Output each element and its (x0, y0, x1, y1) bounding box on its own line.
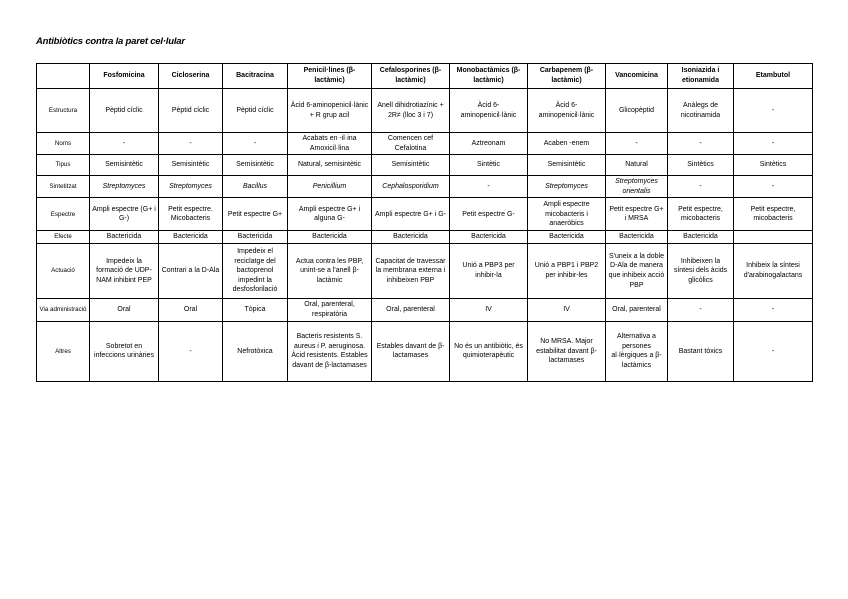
table-cell: Oral, parenteral, respiratòria (288, 298, 372, 321)
table-cell: Acaben -enem (528, 133, 606, 155)
table-cell: Semisintètic (372, 155, 450, 176)
table-cell: Petit espectre G+ (223, 198, 288, 231)
table-cell: - (668, 298, 734, 321)
table-cell: - (734, 298, 813, 321)
table-cell: - (159, 133, 223, 155)
table-cell: - (606, 133, 668, 155)
table-cell (734, 231, 813, 244)
row-label: Estructura (37, 89, 90, 133)
table-cell: - (734, 133, 813, 155)
table-cell: Nefrotòxica (223, 321, 288, 381)
table-cell: Oral, parenteral (372, 298, 450, 321)
table-cell: Semisintètic (159, 155, 223, 176)
table-cell: Streptomyces (159, 176, 223, 198)
table-cell: Anàlegs de nicotinamida (668, 89, 734, 133)
table-cell: IV (450, 298, 528, 321)
table-cell: Impedeix el reciclatge del bactoprenol impedint la desfosforilació (223, 243, 288, 298)
table-cell: Àcid 6-aminopenicil·lànic (450, 89, 528, 133)
table-cell: Actua contra les PBP, unint-se a l'anell β-lactàmic (288, 243, 372, 298)
table-cell: - (90, 133, 159, 155)
table-row (37, 133, 813, 155)
table-cell: Àcid 6-aminopenicil·lànic (528, 89, 606, 133)
table-cell: Bactericida (372, 231, 450, 244)
table-cell: Bastant tòxics (668, 321, 734, 381)
table-cell: Streptomyces (528, 176, 606, 198)
row-label: Tipus (37, 155, 90, 176)
table-cell: Anell dihidrotiazínic + 2R≠ (lloc 3 i 7) (372, 89, 450, 133)
table-cell: Unió a PBP3 per inhibir-la (450, 243, 528, 298)
header-cell: Cicloserina (159, 64, 223, 89)
row-label: Efecte (37, 231, 90, 244)
table-cell: Pèptid cíclic (90, 89, 159, 133)
table-cell: Unió a PBP1 i PBP2 per inhibir-les (528, 243, 606, 298)
table-cell: Semisintètic (528, 155, 606, 176)
table-cell: Petit espectre, micobacteris (668, 198, 734, 231)
header-cell: Monobactàmics (β-lactàmic) (450, 64, 528, 89)
row-label: Via administració (37, 298, 90, 321)
table-cell: Bactericida (288, 231, 372, 244)
table-cell: Petit espectre, micobacteris (734, 198, 813, 231)
table-cell: Sintètic (450, 155, 528, 176)
table-cell: No MRSA. Major estabilitat davant β-lactamases (528, 321, 606, 381)
table-cell: Semisintètic (90, 155, 159, 176)
header-cell: Etambutol (734, 64, 813, 89)
table-cell: - (223, 133, 288, 155)
table-cell: Ampli espectre G+ i G- (372, 198, 450, 231)
table-cell: IV (528, 298, 606, 321)
table-cell: - (668, 133, 734, 155)
table-cell: Bacteris resistents S. aureus i P. aeruginosa. Àcid resistents. Estables davant de β-lactamases (288, 321, 372, 381)
header-cell (37, 64, 90, 89)
header-cell: Fosfomicina (90, 64, 159, 89)
table-cell: Aztreonam (450, 133, 528, 155)
table-cell: Petit espectre. Micobacteris (159, 198, 223, 231)
table-cell: - (159, 321, 223, 381)
table-cell: Sintètics (668, 155, 734, 176)
table-cell: Oral, parenteral (606, 298, 668, 321)
table-cell: Pèptid cíclic (223, 89, 288, 133)
table-cell: Petit espectre G- (450, 198, 528, 231)
table-cell: - (734, 321, 813, 381)
header-cell: Carbapenem (β-lactàmic) (528, 64, 606, 89)
table-cell: Bactericida (668, 231, 734, 244)
table-cell: Estables davant de β-lactamases (372, 321, 450, 381)
table-cell: Bactericida (450, 231, 528, 244)
table-cell: Capacitat de travessar la membrana externa i inhibeixen PBP (372, 243, 450, 298)
table-cell: No és un antibiòtic, és quimioterapèutic (450, 321, 528, 381)
table-cell: Inhibeixen la síntesi dels àcids glicòlics (668, 243, 734, 298)
header-cell: Penicil·lines (β-lactàmic) (288, 64, 372, 89)
row-label: Altres (37, 321, 90, 381)
table-cell: Streptomyces orientalis (606, 176, 668, 198)
table-cell: Impedeix la formació de UDP-NAM inhibint PEP (90, 243, 159, 298)
table-cell: Bacillus (223, 176, 288, 198)
table-cell: Acabats en -il·ina Amoxicil·lina (288, 133, 372, 155)
table-cell: Bactericida (606, 231, 668, 244)
table-cell: Ampli espectre (G+ i G-) (90, 198, 159, 231)
table-cell: Penicillium (288, 176, 372, 198)
table-cell: Petit espectre G+ i MRSA (606, 198, 668, 231)
header-cell: Cefalosporines (β-lactàmic) (372, 64, 450, 89)
header-cell: Vancomicina (606, 64, 668, 89)
table-cell: Contrari a la D-Ala (159, 243, 223, 298)
row-label: Noms (37, 133, 90, 155)
table-cell: - (734, 176, 813, 198)
table-cell: Semisintètic (223, 155, 288, 176)
table-row (37, 176, 813, 198)
table-row (37, 155, 813, 176)
table-cell: Bactericida (90, 231, 159, 244)
antibiotics-table (36, 63, 813, 382)
table-cell: Bactericida (528, 231, 606, 244)
table-cell: Ampli espectre micobacteris i anaeròbics (528, 198, 606, 231)
table-cell: Sintètics (734, 155, 813, 176)
table-cell: Glicopèptid (606, 89, 668, 133)
page-title: Antibiòtics contra la paret cel·lular (36, 36, 185, 47)
table-row (37, 321, 813, 381)
table-cell: Streptomyces (90, 176, 159, 198)
table-cell: Comencen cef Cefalotina (372, 133, 450, 155)
table-row (37, 298, 813, 321)
table-row (37, 198, 813, 231)
row-label: Espectre (37, 198, 90, 231)
table-cell: Bactericida (159, 231, 223, 244)
table-cell: Sobretot en infeccions urinàries (90, 321, 159, 381)
table-cell: Natural (606, 155, 668, 176)
table-cell: Bactericida (223, 231, 288, 244)
row-label: Sintetitzat (37, 176, 90, 198)
table-row (37, 89, 813, 133)
header-cell: Isoniazida i etionamida (668, 64, 734, 89)
table-cell: Oral (90, 298, 159, 321)
table-cell: Alternativa a persones al·lèrgiques a β-lactàmics (606, 321, 668, 381)
table-cell: Cephalosporidium (372, 176, 450, 198)
table-cell: - (734, 89, 813, 133)
table-cell: S'uneix a la doble D-Ala de manera que inhibeix acció PBP (606, 243, 668, 298)
header-row (37, 64, 813, 89)
table-cell: Tòpica (223, 298, 288, 321)
table-row (37, 231, 813, 244)
table-cell: Oral (159, 298, 223, 321)
table-row (37, 243, 813, 298)
table-cell: Natural, semisintètic (288, 155, 372, 176)
table-cell: - (668, 176, 734, 198)
table-cell: Inhibeix la síntesi d'arabinogalactans (734, 243, 813, 298)
table-cell: Ampli espectre G+ i alguna G- (288, 198, 372, 231)
table-cell: - (450, 176, 528, 198)
table-cell: Pèptid cíclic (159, 89, 223, 133)
row-label: Actuació (37, 243, 90, 298)
header-cell: Bacitracina (223, 64, 288, 89)
table-cell: Àcid 6-aminopenicil·lànic + R grup acil (288, 89, 372, 133)
